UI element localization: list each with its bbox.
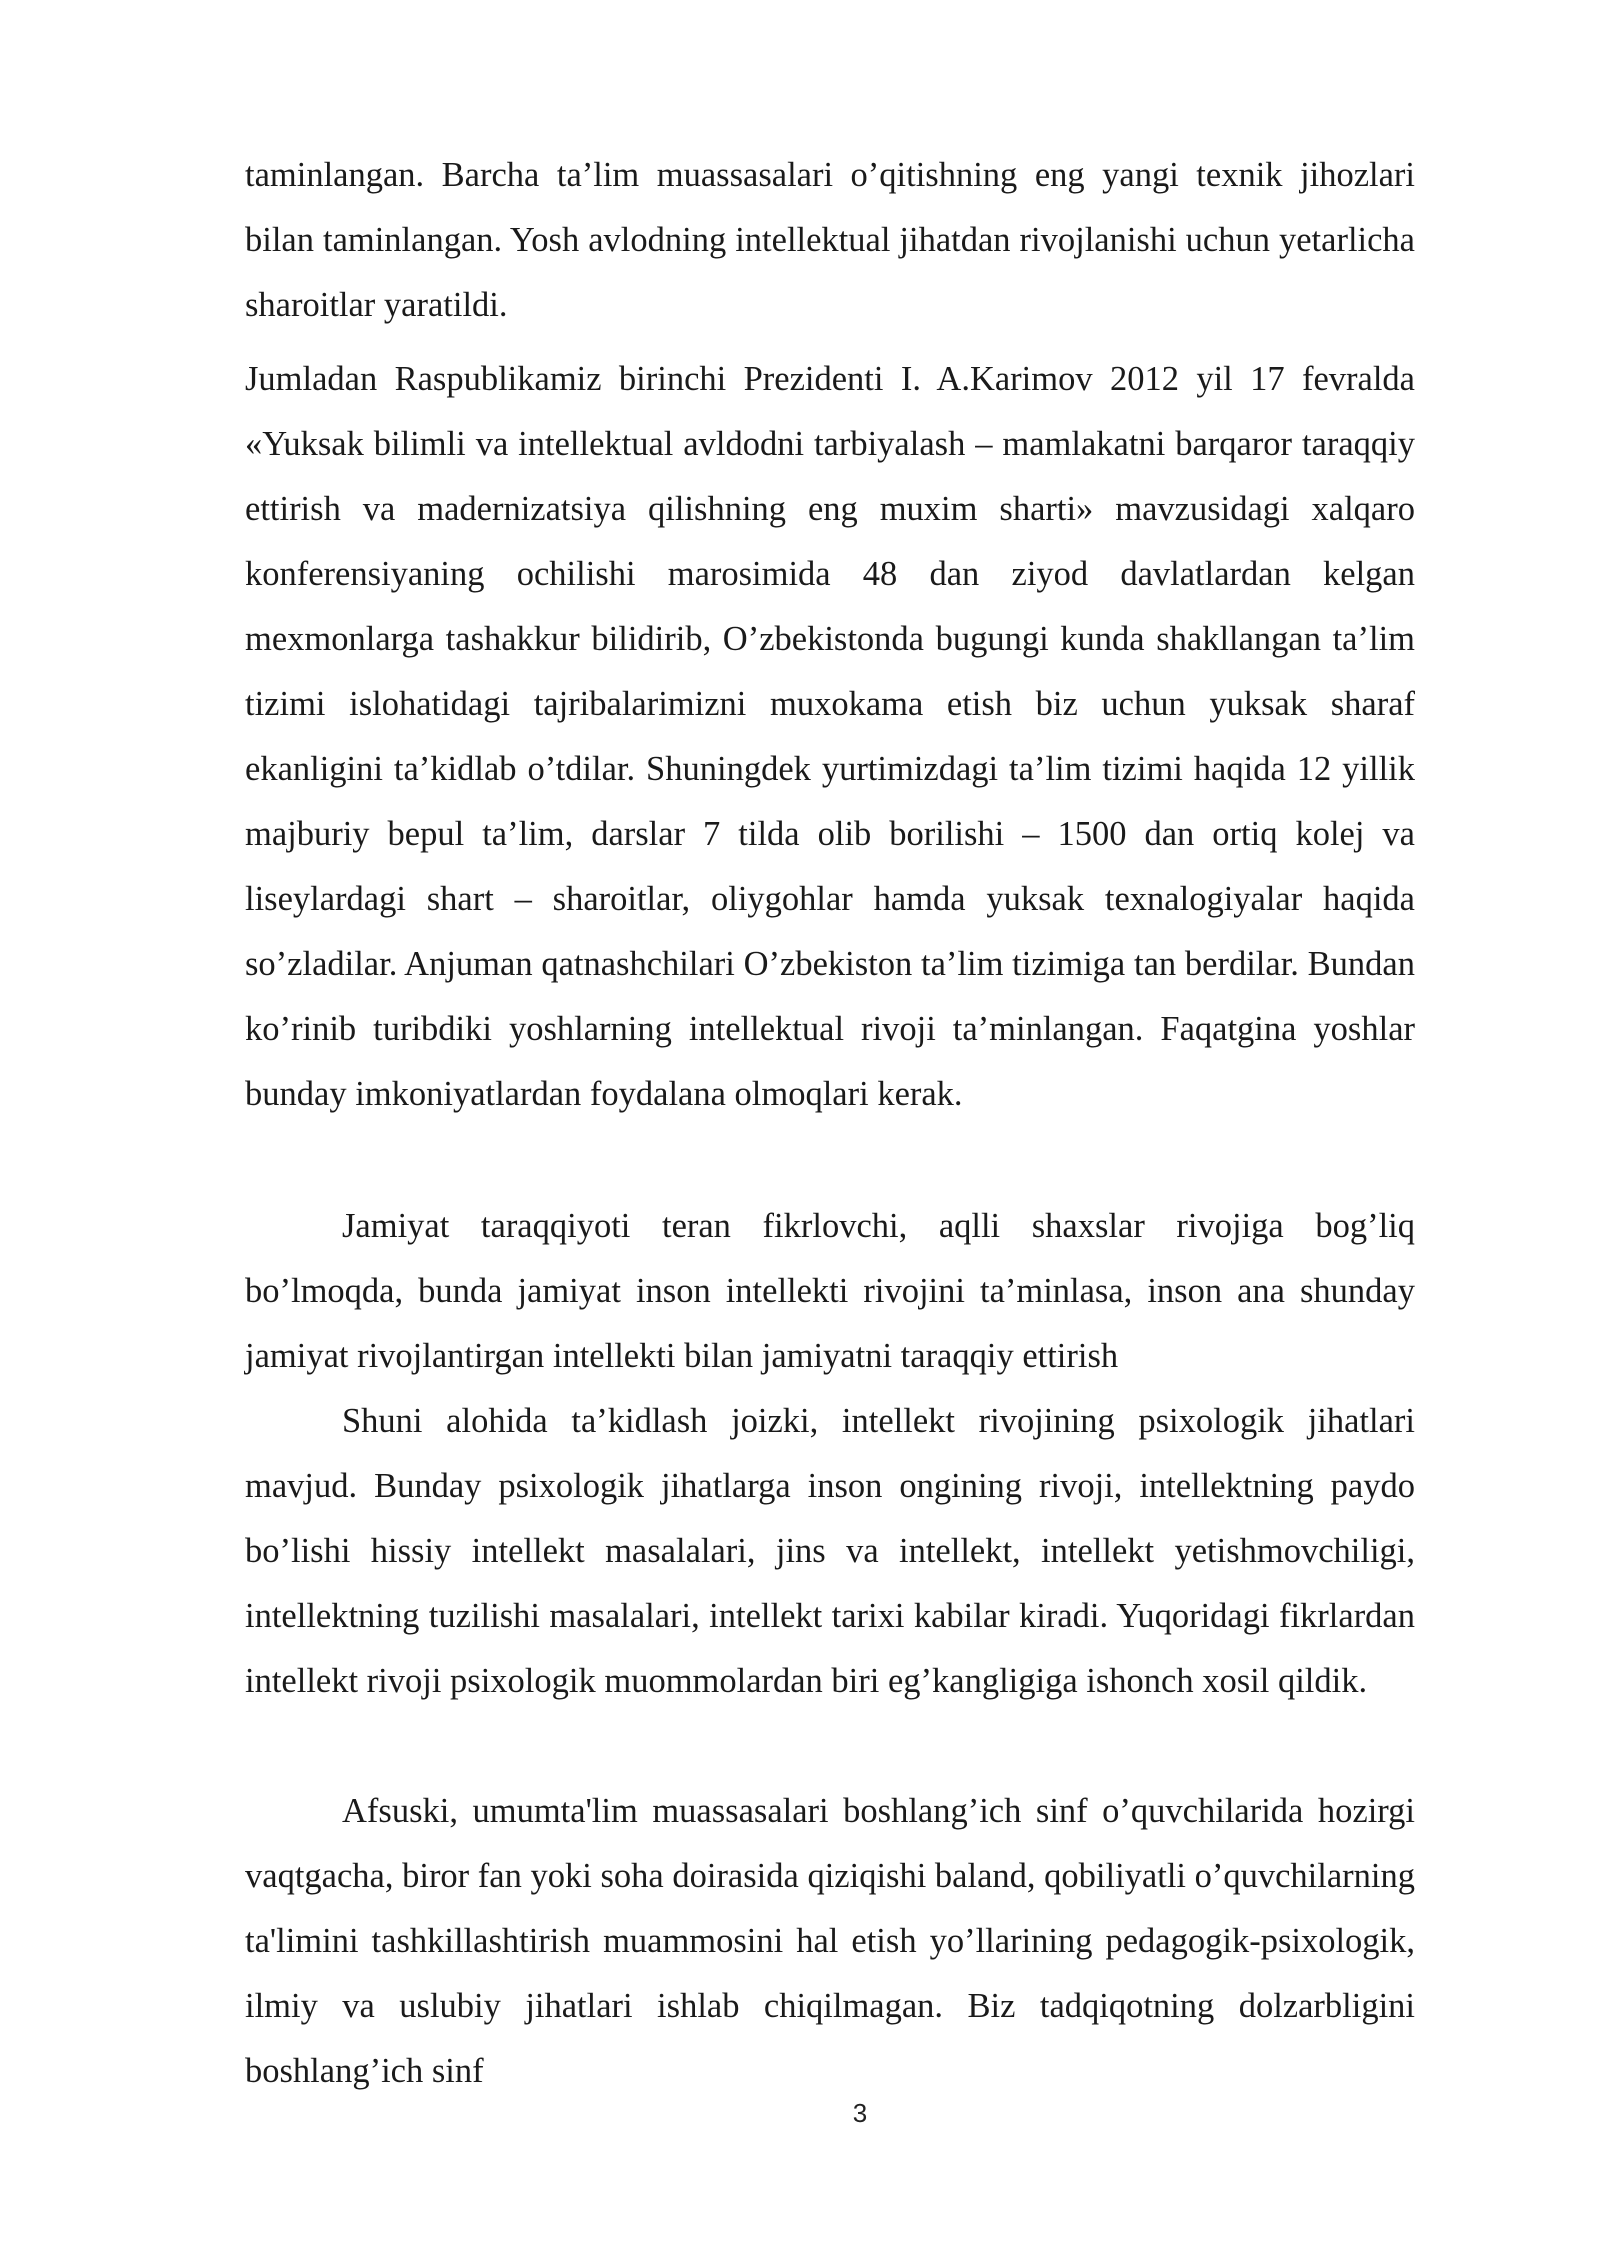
page-number: 3 bbox=[852, 2098, 868, 2128]
paragraph-3: Jamiyat taraqqiyoti teran fikrlovchi, aqlli shaxslar rivojiga bog’liq bo’lmoqda, bunda jamiyat inson intellekti rivojini ta’minlasa, inson ana shunday jamiyat rivojlantirgan intellekti bilan jamiyatni taraqqiy ettirish bbox=[245, 1207, 1415, 1375]
paragraph-4: Shuni alohida ta’kidlash joizki, intellekt rivojining psixologik jihatlari mavjud. Bunday psixologik jihatlarga inson ongining rivoji, intellektning paydo bo’lishi hissiy intellekt masalalari, jins va intellekt, intellekt yetishmovchiligi, intellektning tuzilishi masalalari, intellekt tarixi kabilar kiradi. Yuqoridagi fikrlardan intellekt rivoji psixologik muommolardan biri eg’kangligiga ishonch xosil qildik. bbox=[245, 1402, 1415, 1700]
paragraph-5: Afsuski, umumta'lim muassasalari boshlang’ich sinf o’quvchilarida hozirgi vaqtgacha, biror fan yoki soha doirasida qiziqishi baland, qobiliyatli o’quvchilarning ta'limini tashkillashtirish muammosini hal etish yo’llarining pedagogik-psixologik, ilmiy va uslubiy jihatlari ishlab chiqilmagan. Biz tadqiqotning dolzarbligini boshlang’ich sinf bbox=[245, 1792, 1415, 2090]
paragraph-2: Jumladan Raspublikamiz birinchi Prezidenti I. A.Karimov 2012 yil 17 fevralda «Yuksak bilimli va intellektual avldodni tarbiyalash – mamlakatni barqaror taraqqiy ettirish va madernizatsiya qilishning eng muxim sharti» mavzusidagi xalqaro konferensiyaning ochilishi marosimida 48 dan ziyod davlatlardan kelgan mexmonlarga tashakkur bilidirib, O’zbekistonda bugungi kunda shakllangan ta’lim tizimi islohatidagi tajribalarimizni muxokama etish biz uchun yuksak sharaf ekanligini ta’kidlab o’tdilar. Shuningdek yurtimizdagi ta’lim tizimi haqida 12 yillik majburiy bepul ta’lim, darslar 7 tilda olib borilishi – 1500 dan ortiq kolej va liseylardagi shart – sharoitlar, oliygohlar hamda yuksak texnalogiyalar haqida so’zladilar. Anjuman qatnashchilari O’zbekiston ta’lim tizimiga tan berdilar. Bundan ko’rinib turibdiki yoshlarning intellektual rivoji ta’minlangan. Faqatgina yoshlar bunday imkoniyatlardan foydalana olmoqlari kerak. bbox=[245, 360, 1415, 1113]
paragraph-1: taminlangan. Barcha ta’lim muassasalari o’qitishning eng yangi texnik jihozlari bilan taminlangan. Yosh avlodning intellektual jihatdan rivojlanishi uchun yetarlicha sharoitlar yaratildi. bbox=[245, 156, 1415, 324]
